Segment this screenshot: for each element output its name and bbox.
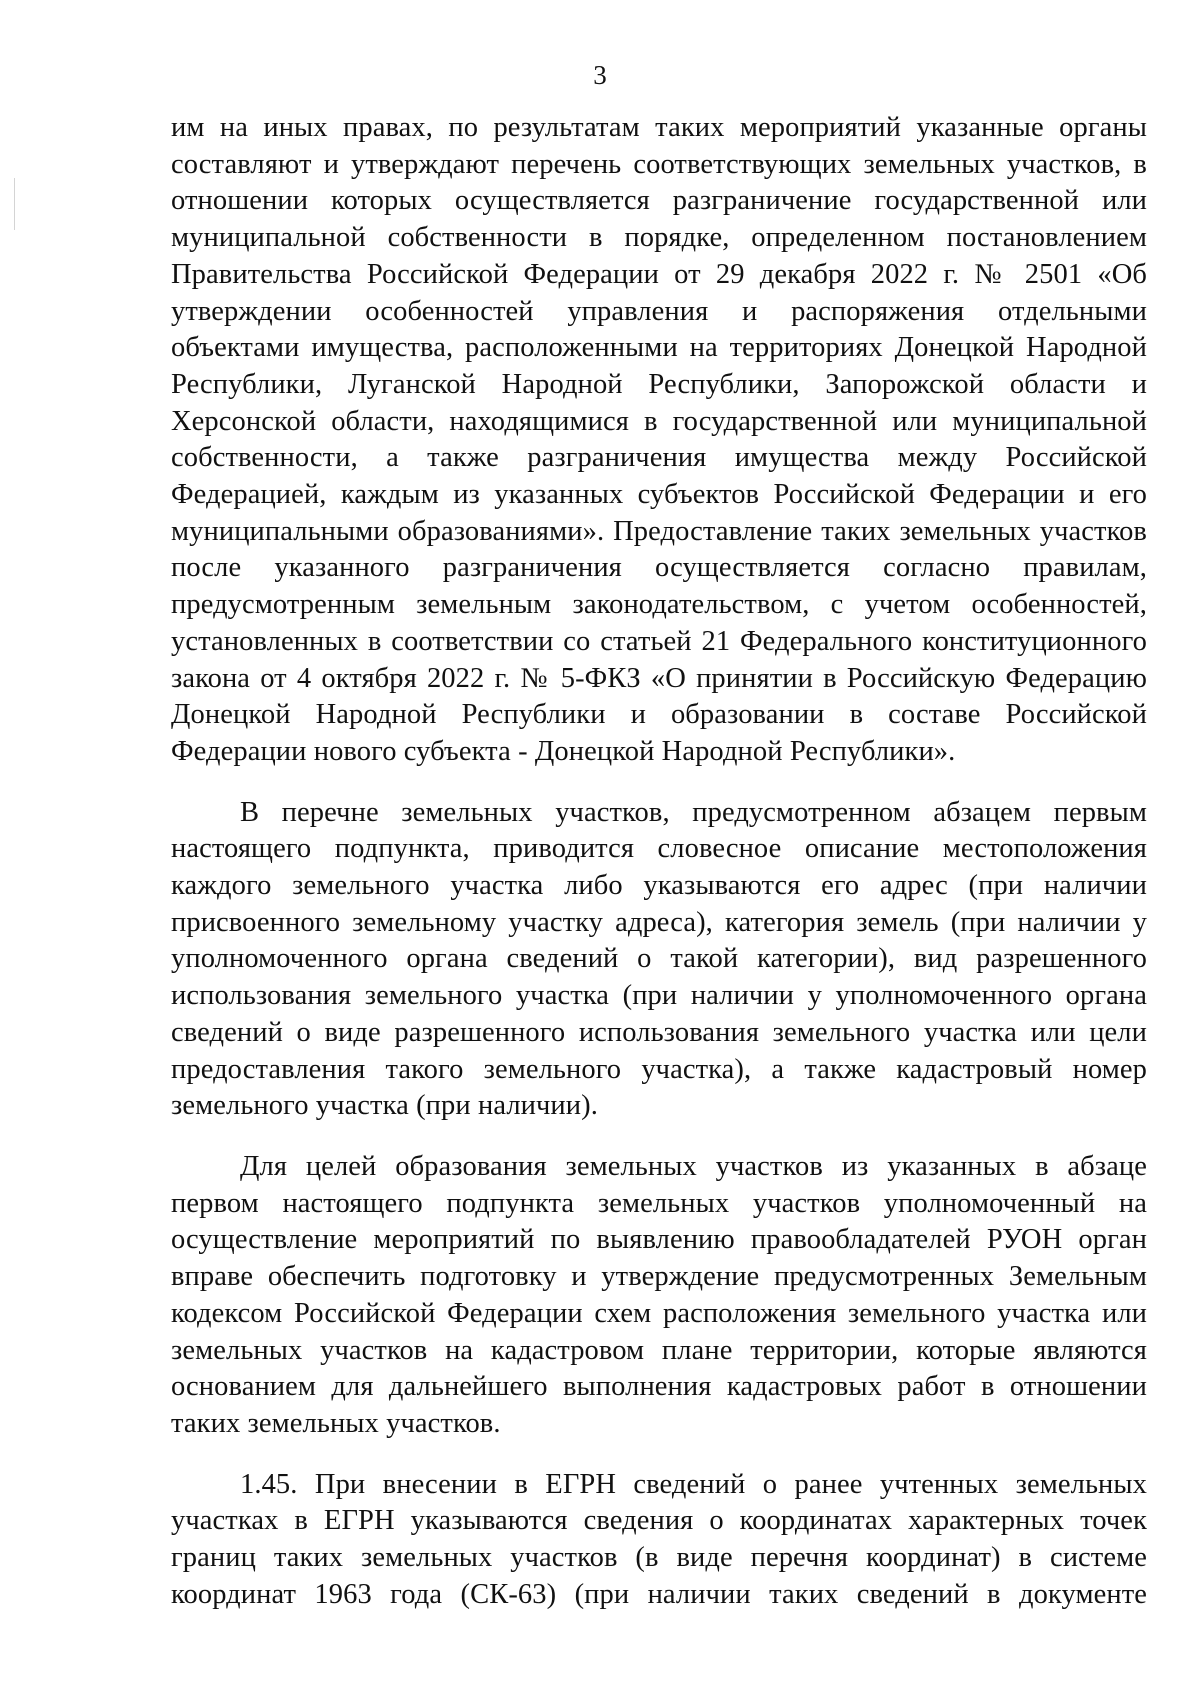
paragraph-3: Для целей образования земельных участков из указанных в абзаце первом настоящего подпункта земельных участков уполномоченный на осуществление мероприятий по выявлению правообладателей РУОН орган вправе обеспечить подготовку и утверждение предусмотренных Земельным кодексом Российской Федерации схем расположения земельного участка или земельных участков на кадастровом плане территории, которые являются основанием для дальнейшего выполнения кадастровых работ в отношении таких земельных участков. — [171, 1150, 1147, 1439]
paragraph-4-section-1-45: 1.45. При внесении в ЕГРН сведений о ранее учтенных земельных участках в ЕГРН указываются сведения о координатах характерных точек границ таких земельных участков (в виде перечня координат) в системе координат 1963 года (СК-63) (при наличии таких сведений в документе — [171, 1468, 1147, 1610]
paragraph-1: им на иных правах, по результатам таких мероприятий указанные органы составляют и утверждают перечень соответствующих земельных участков, в отношении которых осуществляется разграничение государственной или муниципальной собственности в порядке, определенном постановлением Правительства Российской Федерации от 29 декабря 2022 г. № 2501 «Об утверждении особенностей управления и распоряжения отдельными объектами имущества, расположенными на территориях Донецкой Народной Республики, Луганской Народной Республики, Запорожской области и Херсонской области, находящимися в государственной или муниципальной собственности, а также разграничения имущества между Российской Федерацией, каждым из указанных субъектов Российской Федерации и его муниципальными образованиями». Предоставление таких земельных участков после указанного разграничения осуществляется согласно правилам, предусмотренным земельным законодательством, с учетом особенностей, установленных в соответствии со статьей 21 Федерального конституционного закона от 4 октября 2022 г. № 5-ФКЗ «О принятии в Российскую Федерацию Донецкой Народной Республики и образовании в составе Российской Федерации нового субъекта - Донецкой Народной Республики». — [171, 112, 1147, 767]
document-body — [171, 110, 1147, 1613]
page-number: 3 — [593, 60, 607, 90]
scan-artifact-line — [14, 178, 15, 230]
paragraph-2: В перечне земельных участков, предусмотренном абзацем первым настоящего подпункта, приводится словесное описание местоположения каждого земельного участка либо указываются его адрес (при наличии присвоенного земельному участку адреса), категория земель (при наличии у уполномоченного органа сведений о такой категории), вид разрешенного использования земельного участка (при наличии у уполномоченного органа сведений о виде разрешенного использования земельного участка или цели предоставления такого земельного участка), а также кадастровый номер земельного участка (при наличии). — [171, 796, 1147, 1122]
